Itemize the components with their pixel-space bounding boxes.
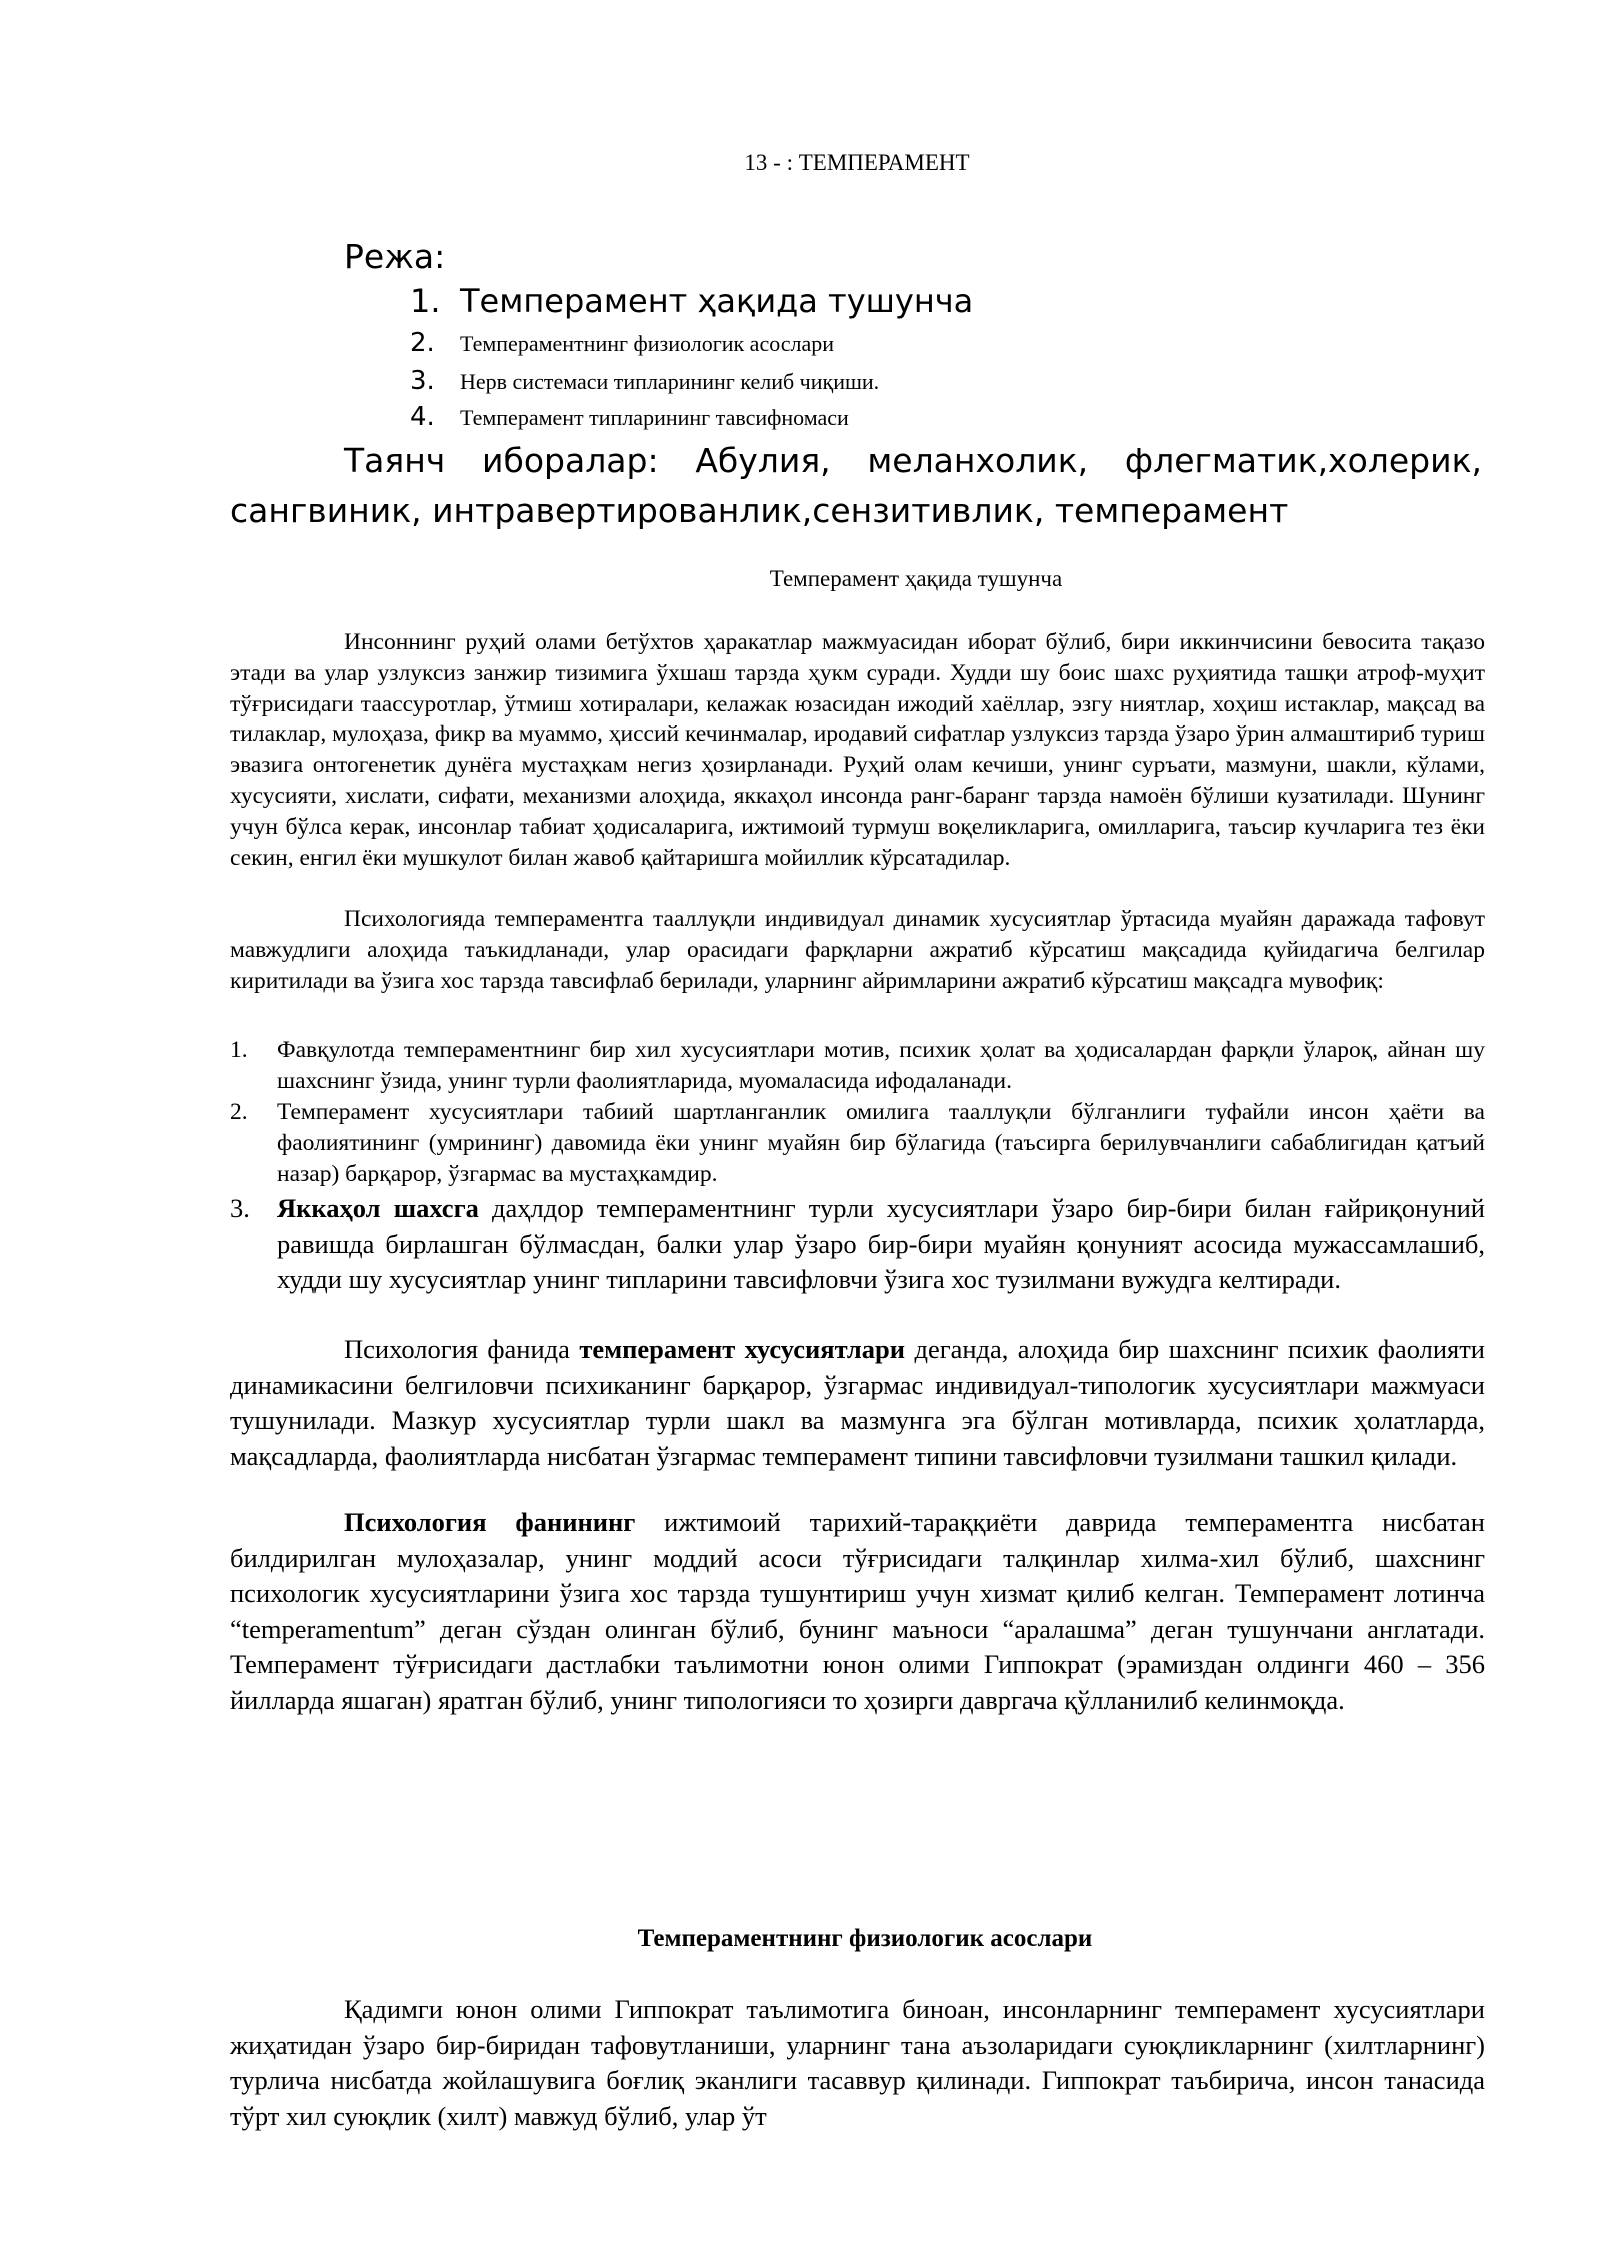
plan-item-text: Темперамент типларининг тавсифномаси [460,405,849,430]
plan-item-text: Нерв системаси типларининг келиб чиқиши. [460,369,880,394]
list-item [230,1097,1485,1189]
plan-item-number: 3. [410,366,435,396]
plan-item-number: 2. [410,328,435,358]
bold-term: Психология фанининг [344,1507,636,1537]
list-item-rest: даҳлдор темпераментнинг турли хусусиятлари ўзаро бир-бири билан ғайриқонуний равишда бирлашган бўлмасдан, балки улар ўзаро бир-бири муайян қонуният асосида мужассамлашиб, худди шу хусусиятлар унинг типларини тавсифловчи ўзига хос тузилмани вужудга келтиради. [277,1193,1485,1294]
plan-item-number: 1. [410,282,441,320]
paragraph-text: Психология фанида [344,1334,580,1364]
plan-item [410,402,849,432]
bold-term: темперамент хусусиятлари [579,1334,906,1364]
plan-item [410,282,973,320]
paragraph [230,1332,1485,1474]
paragraph-text: ижтимоий тарихий-тараққиёти даврида темпераментга нисбатан билдирилган мулоҳазалар, унинг моддий асоси тўғрисидаги талқинлар хилма-хил бўлиб, шахснинг психологик хусусиятларини ўзига хос тарзда тушунтириш учун хизмат қилиб келган. Темперамент лотинча “temperamentum” деган сўздан олинган бўлиб, бунинг маъноси “аралашма” деган тушунчани англатади. Темперамент тўғрисидаги дастлабки таълимотни юнон олими Гиппократ (эрамиздан олдинги 460 – 356 йилларда яшаган) яратган бўлиб, унинг типологияси то ҳозирги давргача қўлланилиб келинмоқда. [230,1507,1485,1715]
paragraph-text: деганда, алоҳида бир шахснинг психик фаолияти динамикасини белгиловчи психиканинг барқарор, ўзгармас индивидуал-типологик хусусиятлари мажмуаси тушунилади. Мазкур хусусиятлар турли шакл ва мазмунга эга бўлган мотивларда, психик ҳолатларда, мақсадларда, фаолиятларда нисбатан ўзгармас темперамент типини тавсифловчи тузилмани ташкил қилади. [230,1334,1485,1471]
list-item-text: Фавқулотда темпераментнинг бир хил хусусиятлари мотив, психик ҳолат ва ҳодисалардан фарқли ўлароқ, айнан шу шахснинг ўзида, унинг турли фаолиятларида, муомаласида ифодаланади. [277,1037,1485,1094]
list-item-number: 2. [230,1099,248,1125]
list-item-number: 1. [230,1037,248,1063]
section-heading: Темперамент ҳақида тушунча [769,566,1063,591]
paragraph [230,1505,1485,1718]
plan-item-number: 4. [410,402,435,432]
list-item-text: Темперамент хусусиятлари табиий шартланганлик омилига тааллуқли бўлганлиги туфайли инсон ҳаёти ва фаолиятининг (умрининг) давомида ёки унинг муайян бир бўлагида (таъсирга берилувчанлиги сабаблигидан қатъий назар) барқарор, ўзгармас ва мустаҳкамдир. [277,1099,1485,1187]
bold-term: Яккаҳол шахсга [277,1193,479,1223]
keywords [230,436,1482,536]
page-header: 13 - : ТЕМПЕРАМЕНТ [744,150,970,175]
plan-title: Режа: [344,237,446,276]
list-item [230,1191,1485,1298]
list-item-number: 3. [230,1193,250,1223]
section-heading: Темпераментнинг физиологик асослари [637,1925,1093,1952]
paragraph: Инсоннинг руҳий олами бетўхтов ҳаракатлар мажмуасидан иборат бўлиб, бири иккинчисини бевосита тақазо этади ва улар узлуксиз занжир тизимига ўхшаш тарзда ҳукм суради. Худди шу боис шахс руҳиятида ташқи атроф-муҳит тўғрисидаги таассуротлар, ўтмиш хотиралари, келажак юзасидан ижодий хаёллар, эзгу ниятлар, хоҳиш истаклар, мақсад ва тилаклар, мулоҳаза, фикр ва муаммо, ҳиссий кечинмалар, иродавий сифатлар узлуксиз тарзда ўзаро ўрин алмаштириб туриш эвазига онтогенетик дунёга мустаҳкам негиз ҳозирланади. Руҳий олам кечиши, унинг суръати, мазмуни, шакли, кўлами, хусусияти, хислати, сифати, механизми алоҳида, яккаҳол инсонда ранг-баранг тарзда намоён бўлиши кузатилади. Шунинг учун бўлса керак, инсонлар табиат ҳодисаларига, ижтимоий турмуш воқеликларига, омилларига, таъсир кучларига тез ёки секин, енгил ёки мушкулот билан жавоб қайтаришга мойиллик кўрсатадилар. [230,629,1485,871]
list-item-text [277,1191,1485,1298]
plan-item-text: Темперамент ҳақида тушунча [460,282,974,320]
paragraph: Қадимги юнон олими Гиппократ таълимотига биноан, инсонларнинг темперамент хусусиятлари жиҳатидан ўзаро бир-биридан тафовутланиши, уларнинг тана аъзоларидаги суюқликларнинг (хилтларнинг) турлича нисбатда жойлашувига боғлиқ эканлиги тасаввур қилинади. Гиппократ таъбирича, инсон танасида тўрт хил суюқлик (хилт) мавжуд бўлиб, улар ўт [230,1994,1485,2131]
plan-item-text: Темпераментнинг физиологик асослари [460,331,835,356]
list-item [230,1035,1485,1097]
plan-item [410,328,834,358]
paragraph: Психологияда темпераментга тааллуқли индивидуал динамик хусусиятлар ўртасида муайян даражада тафовут мавжудлиги алоҳида таъкидланади, улар орасидаги фарқларни ажратиб кўрсатиш мақсадида қуйидагича белгилар киритилади ва ўзига хос тарзда тавсифлаб берилади, уларнинг айримларини ажратиб кўрсатиш мақсадга мувофиқ: [230,906,1485,994]
keywords-text: Таянч иборалар: Абулия, меланхолик, флегматик,холерик, сангвиник, интравертированлик,сензитивлик, темперамент [230,441,1482,530]
plan-item [410,366,879,396]
